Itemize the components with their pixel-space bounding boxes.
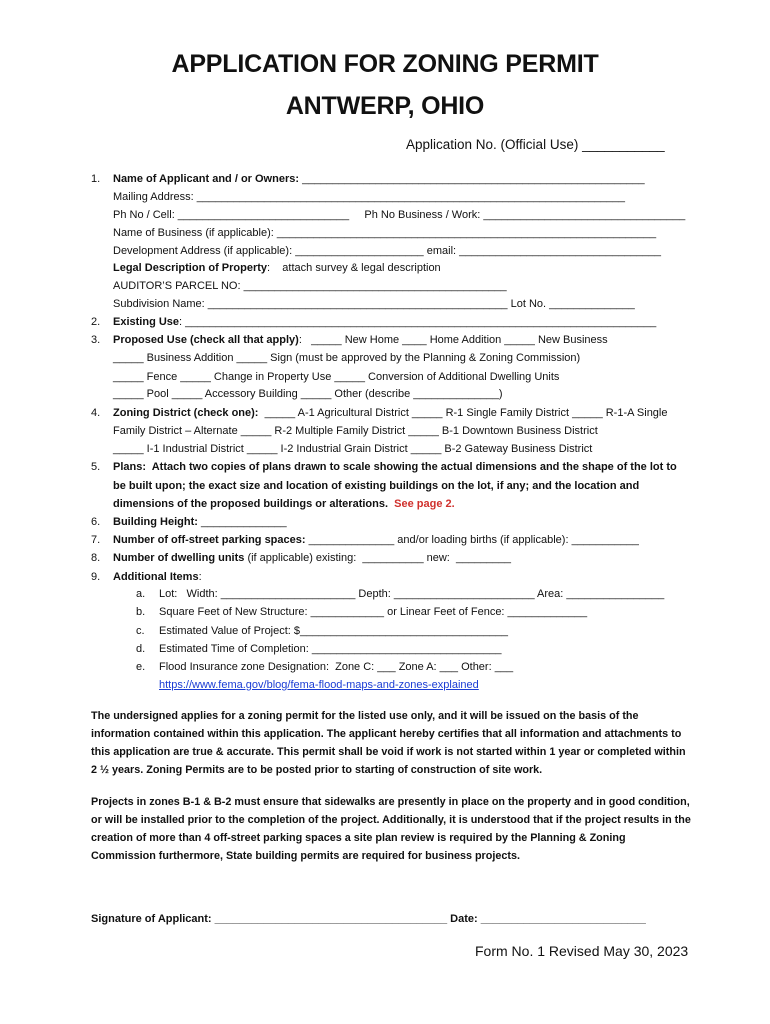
certification-statement: The undersigned applies for a zoning permit for the listed use only, and it will be issued on the basis of the information contained within this application. The applicant hereby certifies that all information and attachments to this application are true & accurate. This permit shall be void if work is not started within 1 year or completed within 2 ½ years. Zoning Permits are to be posted prior to starting of construction of site work. bbox=[91, 710, 686, 776]
development-address-field[interactable]: Development Address (if applicable): _____________________ email: _________________________________ bbox=[113, 245, 662, 257]
form-revision-footer: Form No. 1 Revised May 30, 2023 bbox=[475, 943, 689, 959]
existing-use-label: Existing Use bbox=[113, 316, 180, 328]
zoning-district-label: Zoning District (check one): bbox=[113, 407, 259, 419]
applicant-name-blank[interactable]: ________________________________________________________ bbox=[299, 173, 645, 185]
additional-items-label: Additional Items bbox=[113, 571, 199, 583]
proposed-use-options[interactable]: _____ Fence _____ Change in Property Use _____ Conversion of Additional Dwelling Units bbox=[113, 371, 560, 383]
legal-description-line bbox=[113, 261, 441, 275]
item-number: 4. bbox=[91, 407, 101, 419]
completion-time-field[interactable]: Estimated Time of Completion: _______________________________ bbox=[159, 643, 502, 655]
proposed-use-options[interactable] bbox=[113, 333, 608, 347]
flood-zone-field[interactable]: Flood Insurance zone Designation: Zone C: ___ Zone A: ___ Other: ___ bbox=[159, 661, 514, 673]
item-number: 1. bbox=[91, 173, 101, 185]
proposed-use-options[interactable]: _____ Business Addition _____ Sign (must be approved by the Planning & Zoning Commission) bbox=[113, 352, 581, 364]
zoning-district-options[interactable] bbox=[113, 406, 668, 420]
mailing-address-field[interactable]: Mailing Address: ______________________________________________________________________ bbox=[113, 191, 625, 203]
form-title: APPLICATION FOR ZONING PERMIT bbox=[171, 50, 599, 78]
parking-spaces-blank[interactable]: ______________ and/or loading births (if applicable): ___________ bbox=[305, 534, 639, 546]
applicant-name-label: Name of Applicant and / or Owners: bbox=[113, 173, 300, 185]
item-number: 9. bbox=[91, 571, 101, 583]
building-height-field[interactable] bbox=[113, 515, 287, 529]
sub-item-letter: c. bbox=[136, 625, 145, 637]
existing-use-field[interactable] bbox=[113, 315, 656, 329]
dwelling-units-label: Number of dwelling units bbox=[113, 552, 245, 564]
project-value-field[interactable]: Estimated Value of Project: $__________________________________ bbox=[159, 625, 509, 637]
item-number: 5. bbox=[91, 461, 101, 473]
plans-instructions-text: dimensions of the proposed buildings or alterations. bbox=[113, 498, 389, 510]
zoning-district-choices[interactable]: _____ A-1 Agricultural District _____ R-1 Single Family District _____ R-1-A Single bbox=[258, 407, 668, 419]
signature-date-field[interactable]: Signature of Applicant: ______________________________________ Date: ___________________________ bbox=[91, 913, 646, 925]
applicant-name-field[interactable] bbox=[113, 172, 645, 186]
item-number: 2. bbox=[91, 316, 101, 328]
application-number-field[interactable]: Application No. (Official Use) ___________ bbox=[406, 137, 665, 152]
legal-description-note: : attach survey & legal description bbox=[267, 262, 441, 274]
fema-flood-maps-link[interactable]: https://www.fema.gov/blog/fema-flood-maps-and-zones-explained bbox=[159, 679, 479, 691]
additional-items-heading bbox=[113, 570, 202, 584]
plans-instructions: be built upon; the exact size and location of existing buildings on the lot, if any; and the location and bbox=[113, 480, 640, 492]
additional-items-colon: : bbox=[198, 571, 202, 583]
zones-b1-b2-notice: Projects in zones B-1 & B-2 must ensure that sidewalks are presently in place on the property and in good condition, or will be installed prior to the completion of the project. Additionally, it is understood that if the project results in the creation of more than 4 off-street parking spaces a site plan review is required by the Planning & Zoning Commission furthermore, State building permits are required for business projects. bbox=[91, 796, 691, 862]
building-height-label: Building Height: bbox=[113, 516, 198, 528]
legal-description-label: Legal Description of Property bbox=[113, 262, 268, 274]
sub-item-letter: d. bbox=[136, 643, 146, 655]
business-name-field[interactable]: Name of Business (if applicable): ______________________________________________________________ bbox=[113, 227, 657, 239]
existing-use-blank[interactable]: : _____________________________________________________________________________ bbox=[179, 316, 657, 328]
sub-item-letter: a. bbox=[136, 588, 146, 600]
proposed-use-choices[interactable]: : _____ New Home ____ Home Addition _____ New Business bbox=[298, 334, 608, 346]
parcel-number-field[interactable]: AUDITOR’S PARCEL NO: ___________________________________________ bbox=[113, 280, 507, 292]
subdivision-field[interactable]: Subdivision Name: _________________________________________________ Lot No. ______________ bbox=[113, 298, 635, 310]
phone-field[interactable]: Ph No / Cell: ____________________________ Ph No Business / Work: _________________________________ bbox=[113, 209, 686, 221]
building-height-blank[interactable]: ______________ bbox=[197, 516, 287, 528]
item-number: 8. bbox=[91, 552, 101, 564]
dwelling-units-blank[interactable]: (if applicable) existing: __________ new: _________ bbox=[244, 552, 512, 564]
form-subtitle-city: ANTWERP, OHIO bbox=[285, 92, 485, 120]
zoning-district-options[interactable]: _____ I-1 Industrial District _____ I-2 Industrial Grain District _____ B-2 Gateway Business District bbox=[113, 443, 593, 455]
dwelling-units-field[interactable] bbox=[113, 551, 511, 565]
square-feet-field[interactable]: Square Feet of New Structure: ____________ or Linear Feet of Fence: _____________ bbox=[159, 606, 588, 618]
plans-instructions: Plans: Attach two copies of plans drawn to scale showing the actual dimensions and the shape of the lot to bbox=[113, 461, 677, 473]
sub-item-letter: b. bbox=[136, 606, 146, 618]
lot-dimensions-field[interactable]: Lot: Width: ______________________ Depth: _______________________ Area: ________________ bbox=[159, 588, 665, 600]
plans-instructions-end bbox=[113, 497, 455, 511]
proposed-use-options[interactable]: _____ Pool _____ Accessory Building _____ Other (describe ______________) bbox=[113, 388, 503, 400]
proposed-use-label: Proposed Use (check all that apply) bbox=[113, 334, 299, 346]
item-number: 7. bbox=[91, 534, 101, 546]
parking-spaces-label: Number of off-street parking spaces: bbox=[113, 534, 306, 546]
zoning-district-options[interactable]: Family District – Alternate _____ R-2 Multiple Family District _____ B-1 Downtown Business District bbox=[113, 425, 598, 437]
item-number: 3. bbox=[91, 334, 101, 346]
item-number: 6. bbox=[91, 516, 101, 528]
sub-item-letter: e. bbox=[136, 661, 146, 673]
parking-spaces-field[interactable] bbox=[113, 533, 639, 547]
see-page-2-note: See page 2. bbox=[394, 498, 455, 510]
